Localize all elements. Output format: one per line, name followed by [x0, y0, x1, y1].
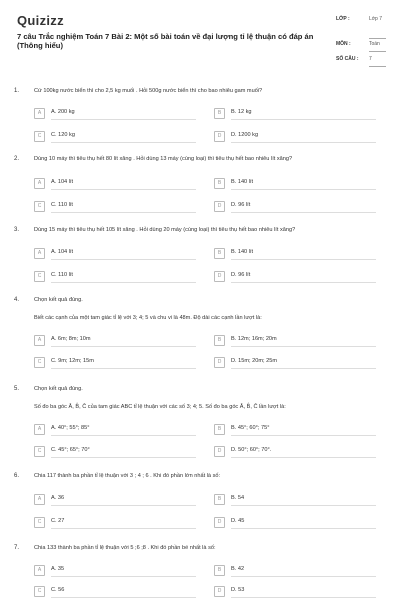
- option-b[interactable]: [214, 178, 374, 190]
- option-letter-box: D: [214, 131, 225, 142]
- option-text: A. 104 lít: [51, 179, 74, 185]
- question-subtext: Số đo ba góc Â, B̂, Ĉ của tam giác ABC tỉ lệ thuận với các số 3; 4; 5. Số đo ba góc Â, B̂, Ĉ lần lượt là:: [34, 404, 286, 410]
- option-underline: [231, 212, 376, 213]
- socau-underline: [369, 66, 386, 67]
- option-underline: [231, 119, 376, 120]
- option-text: C. 27: [51, 518, 65, 524]
- lop-underline: [369, 38, 386, 39]
- option-underline: [231, 346, 376, 347]
- option-c[interactable]: [34, 446, 194, 458]
- lop-value: Lớp 7: [369, 16, 383, 22]
- option-text: A. 200 kg: [51, 109, 75, 115]
- question-number: 2.: [14, 156, 20, 162]
- option-text: D. 15m; 20m; 25m: [231, 358, 278, 364]
- option-a[interactable]: [34, 494, 194, 506]
- option-underline: [231, 528, 376, 529]
- option-letter-box: A: [34, 248, 45, 259]
- socau-label: SỐ CÂU :: [336, 56, 359, 62]
- option-text: A. 40°; 55°; 85°: [51, 425, 90, 431]
- option-c[interactable]: [34, 131, 194, 143]
- option-text: B. 12 kg: [231, 109, 252, 115]
- option-letter-box: B: [214, 424, 225, 435]
- option-letter-box: B: [214, 108, 225, 119]
- mon-label: MÔN :: [336, 41, 351, 47]
- option-letter-box: A: [34, 494, 45, 505]
- option-underline: [51, 282, 196, 283]
- option-text: B. 140 lít: [231, 179, 254, 185]
- option-d[interactable]: [214, 517, 374, 529]
- option-letter-box: B: [214, 178, 225, 189]
- option-underline: [231, 189, 376, 190]
- option-underline: [51, 368, 196, 369]
- question-text: Cứ 100kg nước biển thì cho 2,5 kg muối . Hỏi 500g nước biển thì cho bao nhiêu gam muối?: [34, 88, 263, 94]
- option-letter-box: C: [34, 201, 45, 212]
- option-a[interactable]: [34, 424, 194, 436]
- option-text: D. 1200 kg: [231, 132, 259, 138]
- option-text: D. 45: [231, 518, 245, 524]
- question-subtext: Biết các cạnh của một tam giác tỉ lệ với 3; 4; 5 và chu vi là 48m. Độ dài các cạnh lần lượt là:: [34, 315, 262, 321]
- mon-value: Toán: [369, 41, 380, 47]
- option-text: C. 56: [51, 587, 65, 593]
- option-letter-box: B: [214, 335, 225, 346]
- option-text: A. 104 lít: [51, 249, 74, 255]
- option-letter-box: B: [214, 248, 225, 259]
- option-letter-box: A: [34, 424, 45, 435]
- question-number: 4.: [14, 297, 20, 303]
- option-letter-box: C: [34, 517, 45, 528]
- option-letter-box: A: [34, 108, 45, 119]
- quizizz-logo: Quizizz: [17, 13, 64, 28]
- question-number: 7.: [14, 545, 20, 551]
- option-d[interactable]: [214, 131, 374, 143]
- option-d[interactable]: [214, 271, 374, 283]
- option-underline: [231, 505, 376, 506]
- option-text: C. 110 lít: [51, 272, 73, 278]
- option-letter-box: D: [214, 586, 225, 597]
- question-number: 5.: [14, 386, 20, 392]
- option-c[interactable]: [34, 201, 194, 213]
- option-letter-box: C: [34, 357, 45, 368]
- option-text: B. 12m; 16m; 20m: [231, 336, 277, 342]
- option-underline: [231, 576, 376, 577]
- option-text: D. 96 lít: [231, 202, 251, 208]
- option-d[interactable]: [214, 586, 374, 598]
- option-c[interactable]: [34, 357, 194, 369]
- option-letter-box: D: [214, 271, 225, 282]
- question-text: Dùng 15 máy thì tiêu thụ hết 105 lít xăng . Hỏi dùng 20 máy (cùng loại) thì tiêu thụ hết bao nhiêu lít xăng?: [34, 227, 296, 233]
- option-b[interactable]: [214, 494, 374, 506]
- option-underline: [51, 119, 196, 120]
- document-title: 7 câu Trắc nghiệm Toán 7 Bài 2: Một số bài toán về đại lượng tỉ lệ thuận có đáp án (Thông hiểu): [17, 32, 314, 50]
- option-underline: [51, 576, 196, 577]
- option-c[interactable]: [34, 517, 194, 529]
- socau-value: 7: [369, 56, 372, 62]
- option-d[interactable]: [214, 201, 374, 213]
- option-letter-box: C: [34, 446, 45, 457]
- option-text: B. 45°; 60°; 75°: [231, 425, 270, 431]
- option-text: A. 6m; 8m; 10m: [51, 336, 91, 342]
- option-letter-box: B: [214, 565, 225, 576]
- option-letter-box: C: [34, 271, 45, 282]
- option-a[interactable]: [34, 565, 194, 577]
- question-text: Chọn kết quả đúng.: [34, 297, 83, 303]
- lop-label: LỚP :: [336, 16, 350, 22]
- option-text: A. 35: [51, 566, 65, 572]
- option-b[interactable]: [214, 335, 374, 347]
- option-text: D. 50°; 60°; 70°.: [231, 447, 272, 453]
- option-a[interactable]: [34, 248, 194, 260]
- option-letter-box: D: [214, 517, 225, 528]
- option-underline: [51, 505, 196, 506]
- option-text: D. 96 lít: [231, 272, 251, 278]
- option-underline: [231, 435, 376, 436]
- option-b[interactable]: [214, 248, 374, 260]
- option-text: C. 110 lít: [51, 202, 73, 208]
- option-text: C. 120 kg: [51, 132, 75, 138]
- question-text: Chọn kết quả đúng.: [34, 386, 83, 392]
- option-letter-box: D: [214, 357, 225, 368]
- option-underline: [51, 142, 196, 143]
- option-underline: [51, 528, 196, 529]
- question-number: 6.: [14, 473, 20, 479]
- option-letter-box: A: [34, 335, 45, 346]
- option-b[interactable]: [214, 565, 374, 577]
- option-underline: [51, 597, 196, 598]
- question-number: 1.: [14, 88, 20, 94]
- option-a[interactable]: [34, 108, 194, 120]
- option-underline: [231, 457, 376, 458]
- option-letter-box: D: [214, 201, 225, 212]
- option-underline: [231, 282, 376, 283]
- option-a[interactable]: [34, 335, 194, 347]
- option-underline: [51, 346, 196, 347]
- option-c[interactable]: [34, 586, 194, 598]
- option-text: B. 42: [231, 566, 245, 572]
- option-letter-box: D: [214, 446, 225, 457]
- document-header: [0, 0, 400, 80]
- mon-underline: [369, 51, 386, 52]
- option-b[interactable]: [214, 424, 374, 436]
- option-text: C. 45°; 65°; 70°: [51, 447, 90, 453]
- option-c[interactable]: [34, 271, 194, 283]
- option-text: A. 36: [51, 495, 65, 501]
- option-underline: [231, 597, 376, 598]
- option-underline: [51, 212, 196, 213]
- question-number: 3.: [14, 227, 20, 233]
- question-text: Chia 133 thành ba phần tỉ lệ thuận với 5 ;6 ;8 . Khi đó phần bé nhất là số:: [34, 545, 216, 551]
- option-letter-box: C: [34, 586, 45, 597]
- option-underline: [231, 368, 376, 369]
- option-underline: [231, 259, 376, 260]
- option-letter-box: A: [34, 565, 45, 576]
- option-underline: [51, 259, 196, 260]
- option-d[interactable]: [214, 357, 374, 369]
- option-text: B. 140 lít: [231, 249, 254, 255]
- question-text: Dùng 10 máy thì tiêu thụ hết 80 lít xăng . Hỏi dùng 13 máy (cùng loại) thì tiêu thụ hết bao nhiêu lít xăng?: [34, 156, 293, 162]
- option-text: D. 53: [231, 587, 245, 593]
- option-text: B. 54: [231, 495, 245, 501]
- option-underline: [231, 142, 376, 143]
- option-a[interactable]: [34, 178, 194, 190]
- option-d[interactable]: [214, 446, 374, 458]
- option-text: C. 9m; 12m; 15m: [51, 358, 94, 364]
- option-b[interactable]: [214, 108, 374, 120]
- option-letter-box: B: [214, 494, 225, 505]
- option-letter-box: C: [34, 131, 45, 142]
- option-underline: [51, 457, 196, 458]
- option-underline: [51, 189, 196, 190]
- option-letter-box: A: [34, 178, 45, 189]
- question-text: Chia 117 thành ba phần tỉ lệ thuận với 3 ; 4 ; 6 . Khi đó phần lớn nhất là số:: [34, 473, 221, 479]
- option-underline: [51, 435, 196, 436]
